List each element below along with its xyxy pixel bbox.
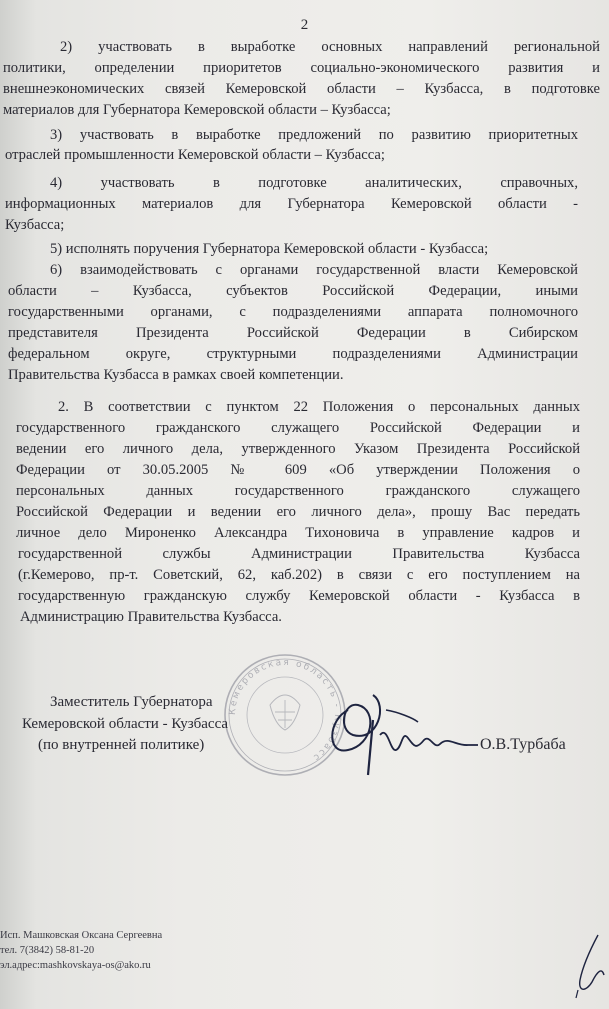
signatory-name: О.В.Турбаба — [480, 736, 566, 753]
text-line: Администрацию Правительства Кузбасса. — [20, 609, 282, 625]
text-line: внешнеэкономических связей Кемеровской области – Кузбасса, в подготовке — [3, 81, 600, 97]
text-line: 4) участвовать в подготовке аналитических, справочных, — [50, 175, 578, 191]
text-line: 2) участвовать в выработке основных направлений региональной — [60, 39, 600, 55]
text-line: личное дело Мироненко Александра Тихоновича в управление кадров и — [16, 525, 580, 541]
page-number: 2 — [300, 17, 309, 33]
text-line: Правительства Кузбасса в рамках своей компетенции. — [8, 367, 344, 383]
signature-title-line3: (по внутренней политике) — [38, 737, 205, 753]
text-line: отраслей промышленности Кемеровской области – Кузбасса; — [5, 147, 385, 163]
text-line: Кузбасса; — [5, 217, 65, 233]
text-line: области – Кузбасса, субъектов Российской Федерации, иными — [8, 283, 578, 299]
text-line: государственными органами, с подразделениями аппарата полномочного — [8, 304, 578, 320]
signature-title-line1: Заместитель Губернатора — [50, 694, 213, 710]
handwritten-mark — [568, 930, 608, 1000]
text-line: материалов для Губернатора Кемеровской области – Кузбасса; — [3, 102, 391, 118]
email-line: эл.адрес:mashkovskaya-os@ako.ru — [0, 960, 151, 971]
text-line: 3) участвовать в выработке предложений по развитию приоритетных — [50, 127, 578, 143]
text-line: Федерации от 30.05.2005 № 609 «Об утверждении Положения о — [16, 462, 580, 478]
text-line: 6) взаимодействовать с органами государственной власти Кемеровской — [50, 262, 578, 278]
text-line: представителя Президента Российской Федерации в Сибирском — [8, 325, 578, 341]
text-line: персональных данных государственного гражданского служащего — [16, 483, 580, 499]
text-line: федеральном округе, структурными подразделениями Администрации — [8, 346, 578, 362]
text-line: (г.Кемерово, пр-т. Советский, 62, каб.202) в связи с его поступлением на — [18, 567, 580, 583]
text-line: информационных материалов для Губернатора Кемеровской области - — [5, 196, 578, 212]
text-line: Российской Федерации и ведении его личного дела», прошу Вас передать — [16, 504, 580, 520]
text-line: 5) исполнять поручения Губернатора Кемеровской области - Кузбасса; — [50, 241, 489, 257]
signature-title-line2: Кемеровской области - Кузбасса — [22, 716, 229, 732]
executor-line: Исп. Машковская Оксана Сергеевна — [0, 930, 163, 941]
text-line: 2. В соответствии с пунктом 22 Положения о персональных данных — [58, 399, 580, 415]
phone-line: тел. 7(3842) 58-81-20 — [0, 945, 95, 956]
text-line: государственную гражданскую службу Кемеровской области - Кузбасса в — [18, 588, 580, 604]
text-line: государственного гражданского служащего Российской Федерации и — [16, 420, 580, 436]
handwritten-signature — [318, 690, 478, 780]
text-line: государственной службы Администрации Правительства Кузбасса — [18, 546, 580, 562]
stamp-text: Кемеровская область - Кузбасс — [227, 657, 343, 764]
text-line: ведении его личного дела, утвержденного Указом Президента Российской — [16, 441, 580, 457]
text-line: политики, определении приоритетов социально-экономического развития и — [3, 60, 600, 76]
